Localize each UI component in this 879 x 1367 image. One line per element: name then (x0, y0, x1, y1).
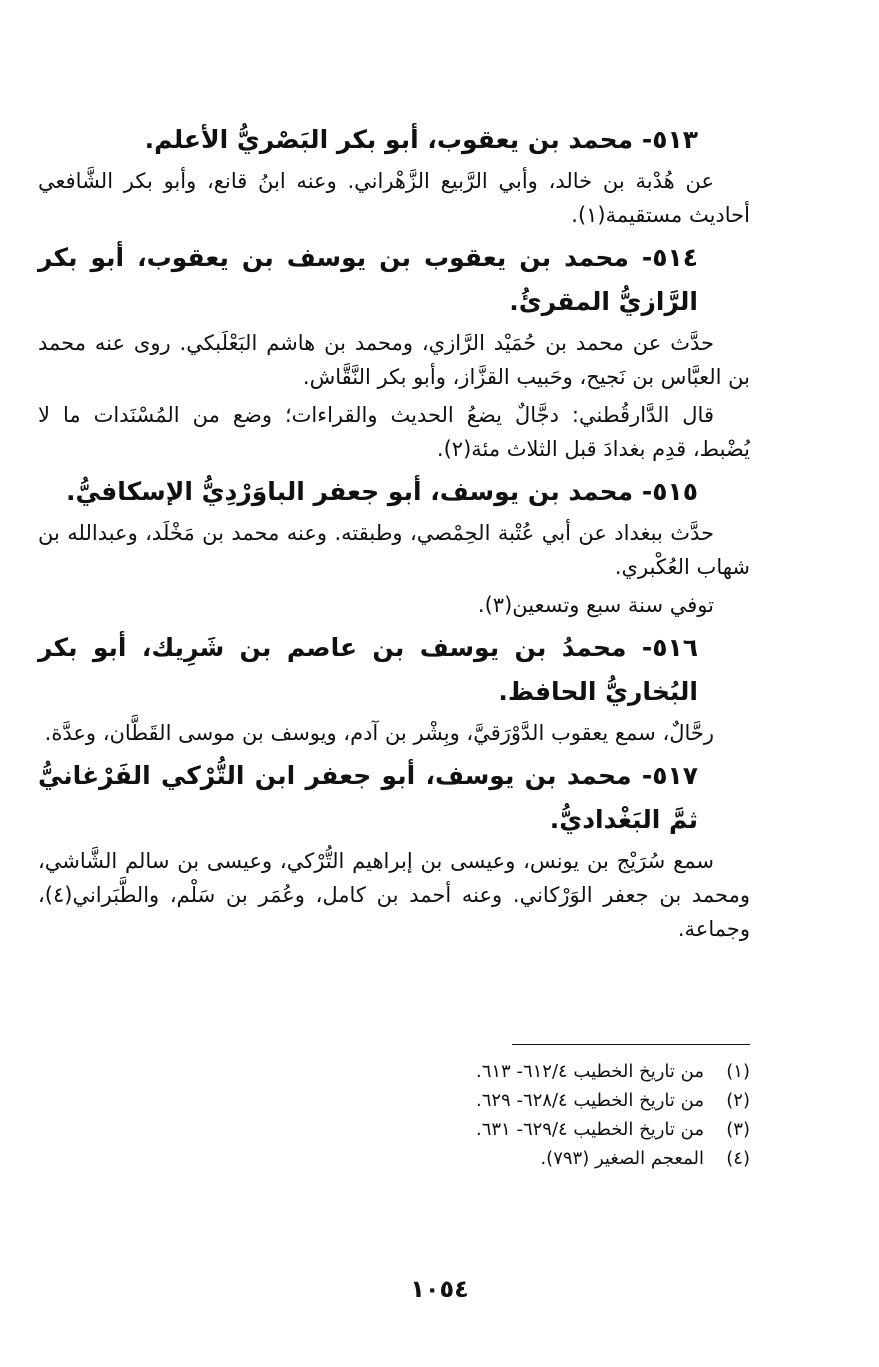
page-body (38, 118, 750, 950)
entry-514 (38, 236, 750, 466)
footnote-number: (٤) (726, 1148, 750, 1169)
entry-paragraph: عن هُدْبة بن خالد، وأبي الرَّبيع الزَّهْراني. وعنه ابنُ قانع، وأبو بكر الشَّافعي أحاديث مستقيمة(١). (38, 169, 750, 227)
page-number: ١٠٥٤ (410, 1275, 469, 1303)
entry-heading: ٥١٣- محمد بن يعقوب، أبو بكر البَصْريُّ الأعلم. (144, 125, 698, 154)
footnote (38, 1144, 750, 1173)
entry-heading: ٥١٤- محمد بن يعقوب بن يوسف بن يعقوب، أبو بكر الرَّازيُّ المقرئُ. (38, 243, 698, 316)
entry-paragraph: قال الدَّارقُطني: دجَّالٌ يضعُ الحديث والقراءات؛ وضع من المُسْنَدات ما لا يُضْبط، قدِم بغدادَ قبل الثلاث مئة(٢). (38, 403, 750, 461)
footnote (38, 1115, 750, 1144)
footnote-number: (٣) (726, 1119, 750, 1140)
footnote-divider (512, 1044, 750, 1045)
footnote-text: من تاريخ الخطيب ٦١٢/٤- ٦١٣. (475, 1061, 704, 1082)
footnote (38, 1086, 750, 1115)
entry-heading: ٥١٧- محمد بن يوسف، أبو جعفر ابن التُّرْكي الفَرْغانيُّ ثمَّ البَغْداديُّ. (38, 761, 698, 834)
footnote-text: المعجم الصغير (٧٩٣). (540, 1148, 704, 1169)
entry-513 (38, 118, 750, 232)
entry-517 (38, 754, 750, 946)
footnote-text: من تاريخ الخطيب ٦٢٩/٤- ٦٣١. (475, 1119, 704, 1140)
entry-heading: ٥١٦- محمدُ بن يوسف بن عاصم بن شَرِيك، أبو بكر البُخاريُّ الحافظ. (38, 633, 698, 706)
footnotes (38, 1044, 750, 1173)
entry-paragraph: رحَّالٌ، سمع يعقوب الدَّوْرَقيَّ، وبِشْر بن آدم، ويوسف بن موسى القَطَّان، وعدَّة. (44, 721, 714, 745)
footnote-number: (١) (726, 1061, 750, 1082)
footnote-text: من تاريخ الخطيب ٦٢٨/٤- ٦٢٩. (475, 1090, 704, 1111)
footnote-number: (٢) (726, 1090, 750, 1111)
entry-heading: ٥١٥- محمد بن يوسف، أبو جعفر الباوَرْدِيُّ الإسكافيُّ. (66, 477, 698, 506)
entry-515 (38, 470, 750, 622)
entry-paragraph: سمع سُرَيْج بن يونس، وعيسى بن إبراهيم التُّرْكي، وعيسى بن سالم الشَّاشي، ومحمد بن جعفر الوَرْكاني. وعنه أحمد بن كامل، وعُمَر بن سَلْم، والطَّبَراني(٤)، وجماعة. (38, 849, 750, 941)
footnote (38, 1057, 750, 1086)
entry-516 (38, 626, 750, 750)
entry-paragraph: توفي سنة سبع وتسعين(٣). (477, 593, 714, 617)
entry-paragraph: حدَّث عن محمد بن حُمَيْد الرَّازي، ومحمد بن هاشم البَعْلَبكي. روى عنه محمد بن العبَّاس بن نَجيح، وحَبيب القزَّاز، وأبو بكر النَّقَّاش. (38, 331, 750, 389)
entry-paragraph: حدَّث ببغداد عن أبي عُتْبة الحِمْصي، وطبقته. وعنه محمد بن مَخْلَد، وعبدالله بن شهاب العُكْبري. (38, 521, 750, 579)
